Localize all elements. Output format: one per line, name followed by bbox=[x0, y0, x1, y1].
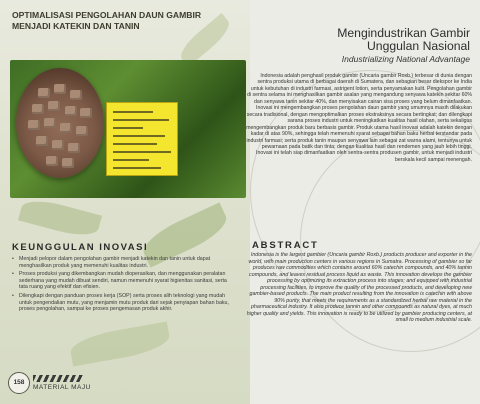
intro-text bbox=[246, 73, 472, 163]
diagram-line bbox=[113, 159, 149, 161]
diagram-line bbox=[113, 127, 143, 129]
diagram-line bbox=[113, 119, 169, 121]
gambir-cube bbox=[32, 104, 44, 114]
gambir-cube bbox=[28, 120, 40, 130]
gambir-cube bbox=[38, 88, 50, 98]
page-number: 158 bbox=[8, 372, 30, 394]
gambir-cube bbox=[65, 106, 77, 116]
section-subtitle: Industrializing National Advantage bbox=[341, 54, 470, 64]
intro-paragraph: Indonesia adalah penghasil produk gambir (Uncaria gambir Roxb.) terbesar di dunia dengan sentra produksi utama di berbagai daerah di Sumatera, dan sebagian besar diekspor ke India untuk kebutuhan di industri farmasi, astrigent lotion, serta penyamakan kulit. Pengolahan gambir di sentra selama ini menghasilkan gambir asalan yang mengandung senyawa katekin sekitar 60% dan senyawa tanin sekitar 40%, dan menyisakan cairan sisa proses yang belum dimanfaatkan. Inovasi ini mengembangkan proses pengolahan daun gambir yang umumnya masih dilakukan secara tradisional, dengan mengoptimalkan proses ekstraksinya secara bertingkat; dan dilengkapi sarana proses industri untuk meningkatkan kualitas hasil olahan, serta sekaligus mengembangkan produk baru berbasis gambir. Produk utama hasil inovasi adalah katekin dengan kadar di atas 90%, sehingga telah memenuhi syarat sebagai bahan baku herbal terstandar pada industri farmasi; serta produk tanin maupun senyawa lain sebagai zat warna alami, tentunya untuk pewarnaan pada batik dan tinta; dengan kualitas hasil dan rendemen yang jauh lebih tinggi. Inovasi ini telah siap dimanfaatkan oleh sentra-sentra produsen gambir, untuk menjadi industri berskala kecil sampai menengah. bbox=[246, 73, 472, 163]
leaf-decoration bbox=[68, 322, 171, 367]
process-diagram-image bbox=[106, 102, 178, 176]
abstract-heading: ABSTRACT bbox=[252, 240, 319, 251]
diagram-line bbox=[113, 143, 157, 145]
keunggulan-heading: KEUNGGULAN INOVASI bbox=[12, 242, 149, 253]
section-title-line-1: Mengindustrikan Gambir bbox=[337, 26, 470, 40]
gambir-cube bbox=[52, 140, 64, 150]
stripe-decoration bbox=[33, 375, 83, 382]
title-line-2: MENJADI KATEKIN DAN TANIN bbox=[12, 21, 140, 31]
leaf-decoration bbox=[18, 195, 102, 241]
footer bbox=[8, 371, 188, 395]
gambir-cube bbox=[60, 123, 72, 133]
diagram-line bbox=[113, 167, 161, 169]
gambir-cube bbox=[76, 126, 88, 136]
diagram-line bbox=[113, 111, 153, 113]
list-item: • Dilengkapi dengan panduan proses kerja (SOP) serta proses alih teknologi yang mudah untuk pengendalian mutu, yang menjamin mutu produk dari sejak penyiapan bahan baku, proses pengolahan, sampai ke proses pengemasan produk akhir. bbox=[12, 293, 230, 313]
abstract-text: Indonesia is the largest gambier (Uncaria gambir Roxb.) products producer and exporter in the world, with main production centers in various regions in Sumatra. Processing of gambier so far produces raw commodities which contains around 60% catechin compounds, and 40% tannin compounds, and leaves residual process liquid as waste. This innovation develops the gambier processing by optimizing its extraction process into stages; and equipped with industrial processing facilities, to improve the quality of the processed products, and developing new gambier-based products. The main product resulting from the innovation is catechin with above 90% purity, that meets the requirements as a standardized herbal raw material in the pharmaceutical industry. It also produce tannin and other compounds as natural dyes, at much higher quality and yields. This innovation is ready to be utilized by gambier producing centers, at small to medium industrial scale. bbox=[246, 252, 472, 324]
gambir-cube bbox=[44, 118, 56, 128]
keunggulan-list bbox=[12, 256, 230, 315]
diagram-line bbox=[113, 151, 171, 153]
list-item: • Menjadi pelopor dalam pengolahan gambir menjadi katekin dan tanin untuk dapat menghasilkan produk yang memenuhi kualitas industri. bbox=[12, 256, 230, 269]
gambir-bowl-image bbox=[16, 68, 104, 178]
product-photo bbox=[10, 60, 246, 198]
section-title-line-2: Unggulan Nasional bbox=[367, 39, 470, 53]
gambir-cube bbox=[54, 84, 66, 94]
gambir-cube bbox=[48, 101, 60, 111]
list-item: • Proses produksi yang dikembangkan mudah dioperasikan, dan menggunakan peralatan sederhana yang mudah dibuat sendiri, namun memenuhi syarat higienitas sanitasi, serta tata ruang yang efektif dan efisien. bbox=[12, 271, 230, 291]
gambir-cube bbox=[62, 158, 74, 168]
gambir-cube bbox=[46, 156, 58, 166]
section-title bbox=[262, 27, 470, 64]
gambir-cube bbox=[68, 143, 80, 153]
gambir-cube bbox=[70, 90, 82, 100]
diagram-line bbox=[113, 135, 165, 137]
category-label: MATERIAL MAJU bbox=[33, 384, 91, 391]
gambir-cube bbox=[80, 108, 92, 118]
gambir-cube bbox=[36, 136, 48, 146]
title-line-1: OPTIMALISASI PENGOLAHAN DAUN GAMBIR bbox=[12, 10, 202, 20]
page-title bbox=[12, 10, 237, 32]
